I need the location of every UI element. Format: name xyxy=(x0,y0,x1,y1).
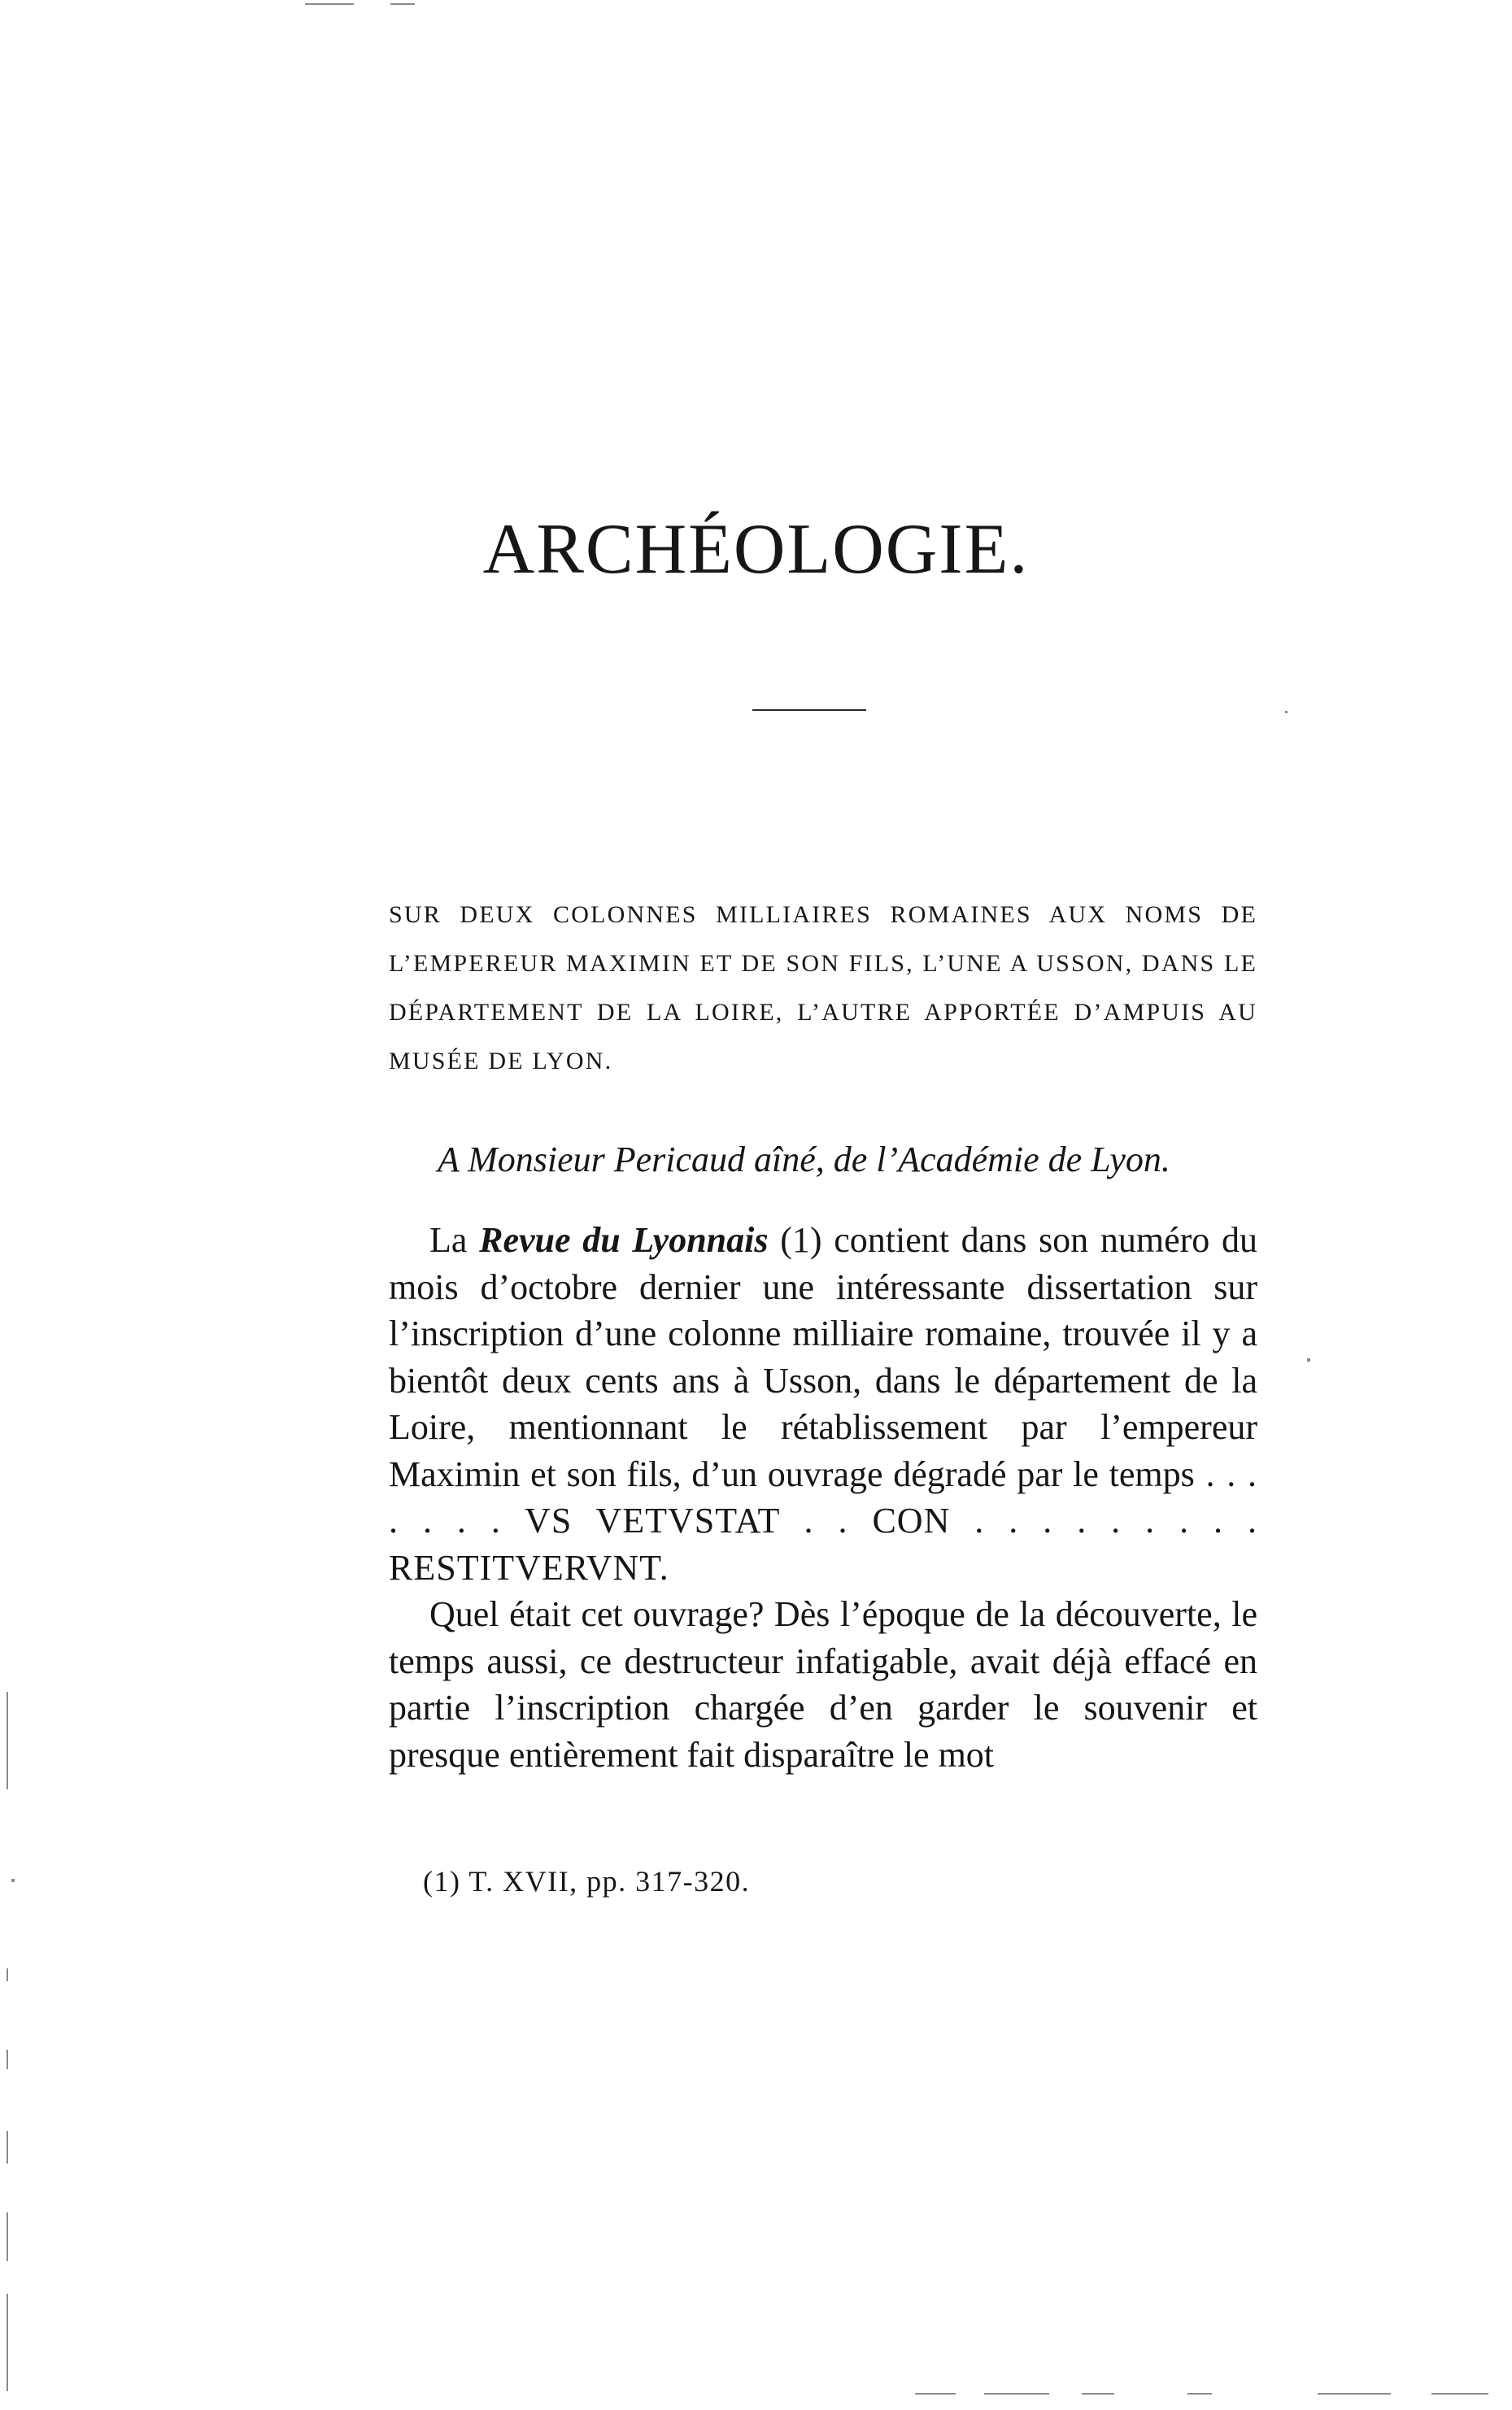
scan-dot-3 xyxy=(11,1879,15,1882)
scan-mark-left-4 xyxy=(7,2131,8,2164)
scan-mark-bottom-3 xyxy=(1082,2393,1114,2395)
article-subtitle: SUR DEUX COLONNES MILLIAIRES ROMAINES AUX NOMS DE L’EMPEREUR MAXIMIN ET DE SON FILS, L’UNE A USSON, DANS LE DÉPARTEMENT DE LA LOIRE, L’AUTRE APPORTÉE D’AMPUIS AU MUSÉE DE LYON. xyxy=(389,901,1257,1074)
scan-mark-left-6 xyxy=(7,2294,8,2391)
scan-mark-left-3 xyxy=(7,2050,8,2069)
body-text xyxy=(389,1217,1257,1778)
dedication: A Monsieur Pericaud aîné, de l’Académie de Lyon. xyxy=(438,1140,1170,1179)
scan-mark-left-5 xyxy=(7,2212,8,2261)
scan-mark-top-left xyxy=(305,3,354,5)
latin-inscription: . . . . . . . VS VETVSTAT . . CON . . . . . . . . . RESTITVERVNT. xyxy=(389,1453,1257,1588)
paragraph-1 xyxy=(389,1217,1257,1591)
scan-dot-2 xyxy=(1307,1358,1310,1362)
scan-mark-bottom-4 xyxy=(1187,2393,1212,2395)
scan-mark-top xyxy=(390,3,415,5)
journal-title: Revue du Lyonnais xyxy=(479,1220,769,1260)
scan-dot-1 xyxy=(1285,711,1288,713)
scan-mark-bottom-5 xyxy=(1318,2393,1391,2395)
scan-mark-bottom-6 xyxy=(1431,2393,1488,2395)
footnote: (1) T. XVII, pp. 317-320. xyxy=(423,1865,751,1898)
title-divider xyxy=(752,709,866,711)
paragraph-1-start: La xyxy=(429,1220,480,1260)
paragraph-2: Quel était cet ouvrage? Dès l’époque de la découverte, le temps aussi, ce destructeur infatigable, avait déjà effacé en partie l’inscription chargée d’en garder le souvenir et presque entièrement fait disparaître le mot xyxy=(389,1594,1257,1775)
scan-mark-left-2 xyxy=(7,1968,8,1981)
page-title: ARCHÉOLOGIE. xyxy=(482,510,1030,589)
paragraph-1-text: (1) contient dans son numéro du mois d’octobre dernier une intéressante dissertation sur l’inscription d’une colonne milliaire romaine, trouvée il y a bientôt deux cents ans à Usson, dans le département de la Loire, mentionnant le rétablissement par l’empereur Maximin et son fils, d’un ouvrage dégradé par le temps xyxy=(389,1220,1257,1494)
scan-mark-left-1 xyxy=(7,1692,8,1789)
scan-mark-bottom-1 xyxy=(915,2393,956,2395)
scan-mark-bottom-2 xyxy=(984,2393,1049,2395)
